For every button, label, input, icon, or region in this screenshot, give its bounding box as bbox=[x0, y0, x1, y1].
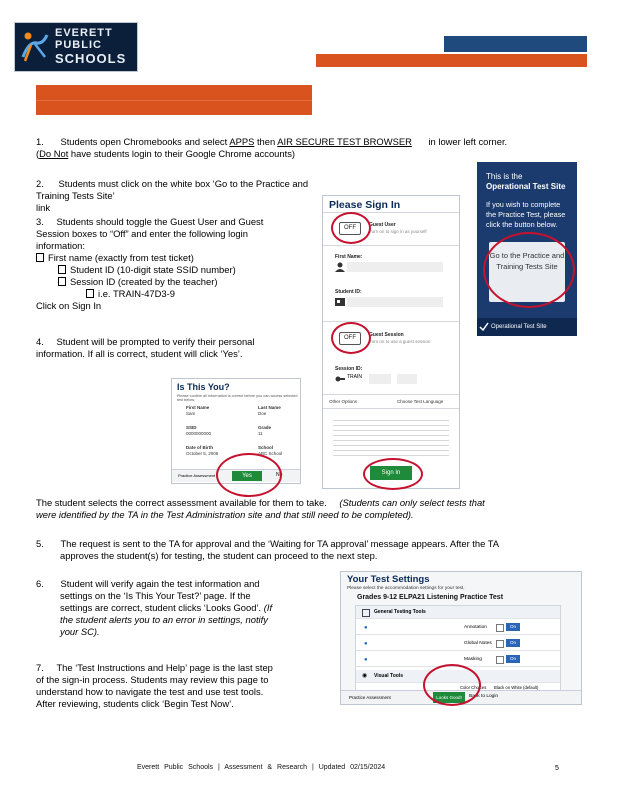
ops-body: If you wish to complete the Practice Test, please click the button below. bbox=[486, 200, 566, 229]
logo-line-3: SCHOOLS bbox=[55, 51, 127, 66]
checkbox-bullet-icon bbox=[58, 277, 66, 286]
step-7 bbox=[36, 662, 332, 710]
choose-language-link[interactable]: Choose Test Language bbox=[397, 399, 444, 404]
step-6-line-4: the student alerts you to an error in settings, notify bbox=[60, 614, 268, 625]
ity-footer-label: Practice Assessment bbox=[178, 473, 216, 478]
page-number: 5 bbox=[555, 765, 559, 772]
checkmark-icon bbox=[479, 322, 489, 332]
step-6-line-2: settings on the ‘Is This Your Test?’ page. If the bbox=[60, 590, 251, 601]
highlight-ring bbox=[216, 453, 282, 497]
step-2 bbox=[36, 178, 326, 214]
leaping-figure-icon bbox=[19, 27, 49, 67]
sign-in-fine-print bbox=[333, 416, 449, 456]
person-icon bbox=[335, 262, 345, 272]
step-1-air-browser: AIR SECURE TEST BROWSER bbox=[277, 136, 412, 147]
step-6-line-3: settings are correct, student clicks ‘Looks Good’. bbox=[60, 602, 262, 613]
step-3 bbox=[36, 216, 320, 312]
guest-session-label: Guest Session bbox=[369, 332, 404, 338]
ops-heading bbox=[486, 172, 565, 192]
step-3-bullet-3: Session ID (created by the teacher) bbox=[70, 276, 218, 287]
info-icon: ● bbox=[364, 641, 368, 647]
step-4-line-1: Student will be prompted to verify their personal bbox=[56, 336, 255, 347]
step-1-apps: APPS bbox=[229, 136, 255, 147]
annotation-on-toggle[interactable]: On bbox=[506, 623, 520, 631]
step-2-text: Students must click on the white box ‘Go to the Practice and Training Tests Site’ bbox=[36, 178, 309, 201]
ops-footer bbox=[477, 318, 577, 336]
step-5-number: 5. bbox=[36, 538, 44, 549]
dob-header: Date of Birth bbox=[186, 445, 213, 450]
step-6-line-5: your SC). bbox=[60, 626, 100, 637]
step-1-number: 1. bbox=[36, 136, 44, 147]
is-this-you-title: Is This You? bbox=[177, 382, 230, 392]
key-icon bbox=[335, 374, 345, 384]
step-7-line-3: understand how to navigate the test and use test tools. bbox=[36, 686, 264, 697]
highlight-ring bbox=[423, 664, 481, 706]
step-1-text-a: Students open Chromebooks and select bbox=[60, 136, 228, 147]
step-3-line-1: Students should toggle the Guest User and Guest bbox=[56, 216, 264, 227]
global-notes-on-toggle[interactable]: On bbox=[506, 639, 520, 647]
session-id-label: Session ID: bbox=[335, 366, 363, 372]
step-6-line-3-italic: (If bbox=[263, 602, 273, 613]
annotation-checkbox[interactable] bbox=[496, 624, 504, 632]
last-name-value: Doe bbox=[258, 411, 267, 416]
eye-icon: ◉ bbox=[362, 673, 368, 679]
session-prefix: TRAIN bbox=[347, 374, 362, 380]
step-2-number: 2. bbox=[36, 178, 44, 189]
yts-test-name: Grades 9-12 ELPA21 Listening Practice Test bbox=[357, 594, 504, 601]
no-button[interactable]: No bbox=[276, 472, 283, 478]
step-4-number: 4. bbox=[36, 336, 44, 347]
select-assessment-line-1b: (Students can only select tests that bbox=[339, 497, 485, 508]
id-card-icon bbox=[335, 297, 345, 307]
guest-user-toggle[interactable]: OFF bbox=[339, 222, 361, 235]
yts-footer-label: Practice Assessment bbox=[349, 695, 391, 700]
yts-sub: Please select the accommodation settings for your test. bbox=[347, 586, 465, 591]
operational-test-site-screenshot bbox=[477, 162, 577, 336]
global-notes-label: Global Notes bbox=[464, 641, 492, 646]
ssid-value: 0000000000 bbox=[186, 431, 212, 436]
ops-footer-label: Operational Test Site bbox=[491, 324, 547, 330]
annotation-label: Annotation bbox=[464, 625, 487, 630]
ssid-header: SSID bbox=[186, 425, 197, 430]
grade-header: Grade bbox=[258, 425, 272, 430]
yts-section-general-label: General Testing Tools bbox=[374, 609, 426, 615]
step-1-text-c: in lower left corner. bbox=[428, 136, 508, 147]
masking-checkbox[interactable] bbox=[496, 656, 504, 664]
info-icon: ● bbox=[364, 625, 368, 631]
masking-label: Masking bbox=[464, 657, 482, 662]
step-1-paren: ( bbox=[36, 148, 40, 159]
looks-good-button[interactable]: Looks Good! bbox=[433, 692, 465, 703]
step-3-line-2: Session boxes to “Off” and enter the following login bbox=[36, 228, 248, 239]
district-logo bbox=[14, 22, 138, 72]
highlight-ring bbox=[483, 232, 575, 308]
please-sign-in-screenshot bbox=[322, 195, 460, 489]
step-3-number: 3. bbox=[36, 216, 44, 227]
step-1-do-not: Do Not bbox=[39, 148, 69, 159]
info-icon: ● bbox=[364, 657, 368, 663]
step-6-line-1: Student will verify again the test information and bbox=[60, 578, 260, 589]
sign-in-button[interactable]: Sign In bbox=[370, 466, 412, 480]
step-7-line-1: The ‘Test Instructions and Help’ page is the last step bbox=[56, 662, 273, 673]
yts-row-annotation bbox=[356, 622, 560, 635]
session-id-part-2[interactable] bbox=[397, 374, 417, 384]
step-3-bullet-2: Student ID (10-digit state SSID number) bbox=[70, 264, 236, 275]
student-id-label: Student ID: bbox=[335, 289, 362, 295]
select-assessment-line-1a: The student selects the correct assessment available for them to take. bbox=[36, 497, 327, 508]
yes-button[interactable]: Yes bbox=[232, 471, 262, 481]
first-name-label: First Name: bbox=[335, 254, 363, 260]
first-name-value: Sam bbox=[186, 411, 196, 416]
guest-session-sub: Turn on to use a guest session bbox=[369, 339, 431, 344]
ops-heading-line-2: Operational Test Site bbox=[486, 182, 566, 191]
yts-section-general bbox=[356, 606, 560, 619]
is-this-you-sub: Please confirm all information is correct before you can access selected test below. bbox=[177, 394, 298, 402]
step-2-link-word: link bbox=[36, 202, 51, 213]
step-7-line-2: of the sign-in process. Students may review this page to bbox=[36, 674, 269, 685]
step-6-number: 6. bbox=[36, 578, 44, 589]
step-3-bullet-1: First name (exactly from test ticket) bbox=[48, 252, 194, 263]
dob-cell bbox=[186, 445, 218, 457]
logo-line-1: EVERETT bbox=[55, 27, 113, 39]
logo-line-2: PUBLIC bbox=[55, 39, 102, 51]
step-1-text-e: have students login to their Google Chrome accounts) bbox=[70, 148, 296, 159]
yts-title: Your Test Settings bbox=[347, 574, 430, 585]
step-7-number: 7. bbox=[36, 662, 44, 673]
section-title-bar bbox=[36, 85, 312, 115]
is-this-you-screenshot bbox=[171, 378, 301, 484]
school-header: School bbox=[258, 445, 274, 450]
dob-value: October 5, 2006 bbox=[186, 451, 219, 456]
guest-session-toggle[interactable]: OFF bbox=[339, 332, 361, 345]
step-3-example: i.e. TRAIN-47D3-9 bbox=[98, 288, 175, 299]
step-1 bbox=[36, 136, 564, 160]
color-choices-select[interactable]: Black on White (default) bbox=[494, 685, 539, 690]
header-blue-bar bbox=[444, 36, 587, 52]
step-5-line-1: The request is sent to the TA for approval and the ‘Waiting for TA approval’ message appears. After the TA bbox=[60, 538, 500, 549]
select-assessment-note bbox=[36, 497, 576, 521]
step-4 bbox=[36, 336, 320, 360]
highlight-ring bbox=[363, 458, 423, 490]
global-notes-checkbox[interactable] bbox=[496, 640, 504, 648]
last-name-cell bbox=[258, 405, 281, 417]
yts-section-visual-label: Visual Tools bbox=[374, 673, 403, 679]
checkbox-bullet-icon bbox=[86, 289, 94, 298]
back-to-login-link[interactable]: Back to Login bbox=[469, 694, 499, 699]
ops-heading-line-1: This is the bbox=[486, 172, 523, 181]
step-4-line-2: information. If all is correct, student will click ‘Yes’. bbox=[36, 348, 243, 359]
other-options-link[interactable]: Other Options bbox=[329, 399, 358, 404]
checkbox-bullet-icon bbox=[58, 265, 66, 274]
yts-row-global-notes bbox=[356, 638, 560, 651]
select-assessment-line-2: were identified by the TA in the Test Administration site and that still need to be completed). bbox=[36, 509, 414, 520]
sign-in-title: Please Sign In bbox=[329, 199, 401, 211]
step-6 bbox=[36, 578, 326, 638]
guest-user-label: Guest User bbox=[369, 222, 396, 228]
your-test-settings-screenshot bbox=[340, 571, 582, 705]
masking-on-toggle[interactable]: On bbox=[506, 655, 520, 663]
highlight-ring bbox=[331, 212, 371, 244]
checkbox-bullet-icon bbox=[36, 253, 44, 262]
first-name-cell bbox=[186, 405, 209, 417]
step-1-text-b: then bbox=[256, 136, 276, 147]
step-5-line-2: approves the student(s) for testing, the student can proceed to the next step. bbox=[60, 550, 378, 561]
step-7-line-4: After reviewing, students click ‘Begin Test Now’. bbox=[36, 698, 234, 709]
page-footer: Everett Public Schools | Assessment & Research | Updated 02/15/2024 bbox=[137, 764, 386, 771]
student-id-input[interactable] bbox=[347, 297, 443, 307]
highlight-ring bbox=[331, 322, 371, 354]
header-orange-bar bbox=[316, 54, 587, 67]
toolbox-icon bbox=[362, 609, 370, 617]
step-5 bbox=[36, 538, 581, 562]
guest-user-sub: Turn on to sign in as yourself bbox=[369, 229, 427, 234]
session-id-part-1[interactable] bbox=[369, 374, 391, 384]
step-3-line-4: Click on Sign In bbox=[36, 300, 102, 311]
last-name-header: Last Name bbox=[258, 405, 281, 410]
first-name-input[interactable] bbox=[347, 262, 443, 272]
color-choices-label: Color Choices bbox=[460, 685, 487, 690]
ssid-cell bbox=[186, 425, 211, 437]
step-3-line-3: information: bbox=[36, 240, 85, 251]
grade-cell bbox=[258, 425, 271, 437]
first-name-header: First Name bbox=[186, 405, 210, 410]
grade-value: 11 bbox=[258, 431, 263, 436]
go-to-practice-button[interactable]: Go to the Practice and Training Tests Site bbox=[489, 242, 565, 302]
school-value: ABC School bbox=[258, 451, 283, 456]
